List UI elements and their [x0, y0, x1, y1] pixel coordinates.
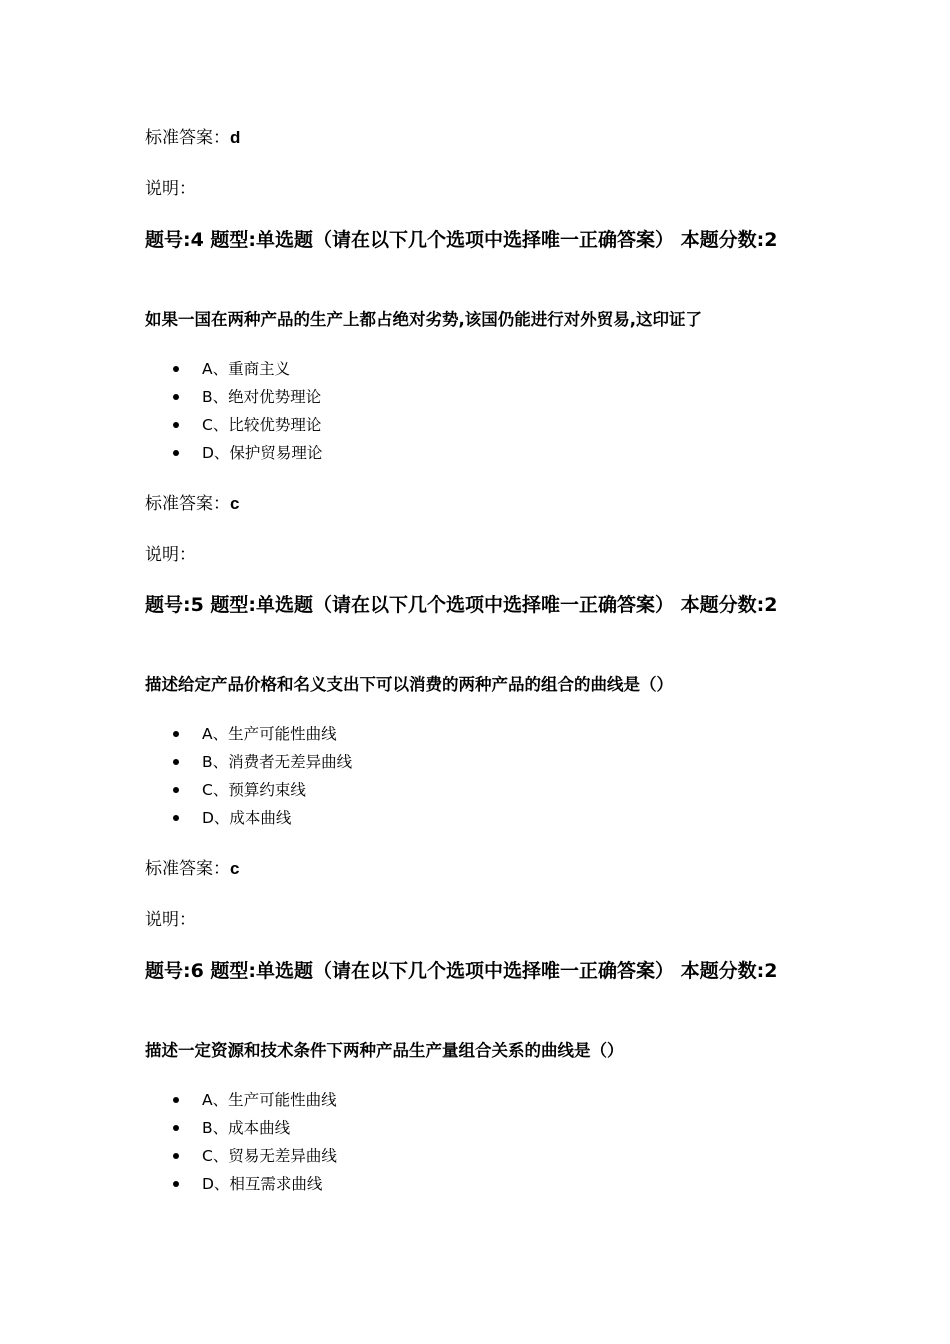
- question-4-standard-answer: [145, 492, 239, 516]
- explanation-label: 说明：: [145, 910, 196, 930]
- bullet-icon: [173, 1125, 179, 1131]
- answer-value: c: [230, 494, 240, 513]
- answer-label: 标准答案：: [145, 494, 230, 514]
- question-4-option-d: D、保护贸易理论: [145, 439, 322, 467]
- question-5-explanation: [145, 908, 196, 932]
- bullet-icon: [173, 759, 179, 765]
- explanation: [145, 177, 196, 201]
- bullet-icon: [173, 422, 179, 428]
- explanation-label: 说明：: [145, 545, 196, 565]
- question-5-option-d: D、成本曲线: [145, 804, 352, 832]
- question-5-option-c: C、预算约束线: [145, 776, 352, 804]
- bullet-icon: [173, 1181, 179, 1187]
- answer-value: d: [230, 128, 241, 147]
- question-5-text: 描述给定产品价格和名义支出下可以消费的两种产品的组合的曲线是（）: [145, 675, 673, 694]
- question-5-option-b: B、消费者无差异曲线: [145, 748, 352, 776]
- question-6-option-b: B、成本曲线: [145, 1114, 337, 1142]
- answer-label: 标准答案：: [145, 128, 230, 148]
- explanation-label: 说明：: [145, 179, 196, 199]
- question-5-option-a: A、生产可能性曲线: [145, 720, 352, 748]
- question-4-text: 如果一国在两种产品的生产上都占绝对劣势,该国仍能进行对外贸易,这印证了: [145, 310, 703, 329]
- question-5-header: 题号:5 题型:单选题（请在以下几个选项中选择唯一正确答案） 本题分数:2: [145, 594, 778, 616]
- bullet-icon: [173, 1153, 179, 1159]
- question-4-options: [145, 355, 322, 467]
- question-5-options: [145, 720, 352, 832]
- bullet-icon: [173, 1097, 179, 1103]
- question-4-option-a: A、重商主义: [145, 355, 322, 383]
- standard-answer: [145, 126, 240, 150]
- question-4-explanation: [145, 543, 196, 567]
- bullet-icon: [173, 731, 179, 737]
- question-6-header: 题号:6 题型:单选题（请在以下几个选项中选择唯一正确答案） 本题分数:2: [145, 960, 778, 982]
- bullet-icon: [173, 815, 179, 821]
- question-5-standard-answer: [145, 857, 239, 881]
- bullet-icon: [173, 366, 179, 372]
- question-6-options: [145, 1086, 337, 1198]
- question-6-option-a: A、生产可能性曲线: [145, 1086, 337, 1114]
- question-4-option-c: C、比较优势理论: [145, 411, 322, 439]
- answer-label: 标准答案：: [145, 859, 230, 879]
- bullet-icon: [173, 450, 179, 456]
- question-6-option-c: C、贸易无差异曲线: [145, 1142, 337, 1170]
- bullet-icon: [173, 787, 179, 793]
- question-6-text: 描述一定资源和技术条件下两种产品生产量组合关系的曲线是（）: [145, 1041, 624, 1060]
- question-6-option-d: D、相互需求曲线: [145, 1170, 337, 1198]
- bullet-icon: [173, 394, 179, 400]
- question-4-option-b: B、绝对优势理论: [145, 383, 322, 411]
- answer-value: c: [230, 859, 240, 878]
- question-4-header: 题号:4 题型:单选题（请在以下几个选项中选择唯一正确答案） 本题分数:2: [145, 229, 778, 251]
